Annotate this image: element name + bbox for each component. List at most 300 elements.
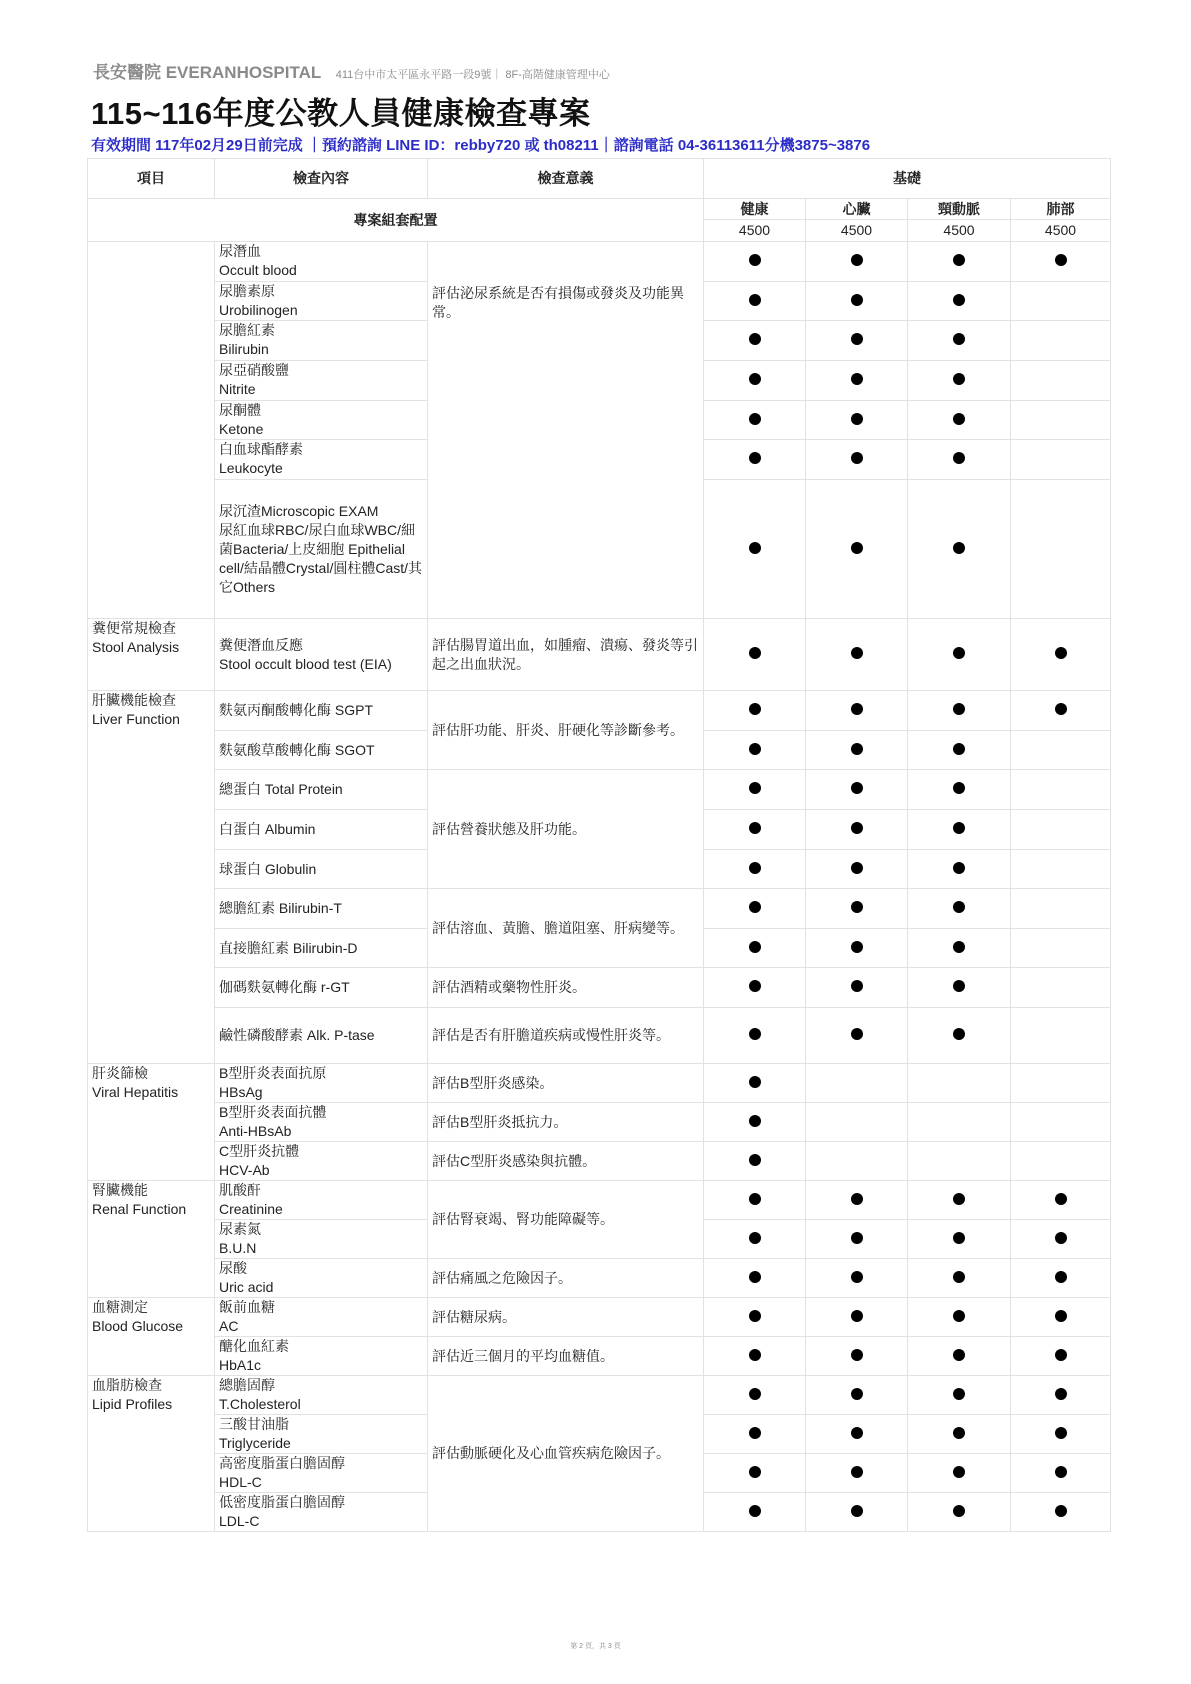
package-inclusion-cell bbox=[908, 1142, 1011, 1181]
test-cell bbox=[215, 1008, 428, 1064]
test-name-en: Bilirubin bbox=[219, 341, 269, 357]
test-name-zh: 尿潛血 bbox=[219, 243, 261, 259]
package-inclusion-cell bbox=[908, 1415, 1011, 1454]
meaning-text: 評估糖尿病。 bbox=[432, 1308, 516, 1325]
package-inclusion-cell bbox=[806, 1376, 908, 1415]
included-dot-icon bbox=[749, 1115, 761, 1127]
package-inclusion-cell bbox=[1011, 1142, 1111, 1181]
package-inclusion-cell bbox=[908, 1337, 1011, 1376]
included-dot-icon bbox=[749, 782, 761, 794]
meaning-text: 評估是否有肝膽道疾病或慢性肝炎等。 bbox=[432, 1027, 670, 1043]
included-dot-icon bbox=[851, 254, 863, 266]
included-dot-icon bbox=[749, 862, 761, 874]
package-inclusion-cell bbox=[806, 770, 908, 810]
package-inclusion-cell bbox=[704, 1220, 806, 1259]
package-inclusion-cell bbox=[1011, 619, 1111, 691]
table-row bbox=[88, 1008, 1111, 1064]
meaning-text: 評估肝功能、肝炎、肝硬化等診斷參考。 bbox=[432, 721, 684, 738]
package-inclusion-cell bbox=[806, 1493, 908, 1532]
package-price: 4500 bbox=[704, 220, 806, 242]
package-inclusion-cell bbox=[806, 1259, 908, 1298]
included-dot-icon bbox=[1055, 1271, 1067, 1283]
test-name-zh: 糞便潛血反應 bbox=[219, 636, 303, 653]
included-dot-icon bbox=[851, 1310, 863, 1322]
included-dot-icon bbox=[851, 743, 863, 755]
test-name-zh: 醣化血紅素 bbox=[219, 1338, 289, 1354]
package-price: 4500 bbox=[908, 220, 1011, 242]
test-name-en: Creatinine bbox=[219, 1201, 283, 1217]
package-inclusion-cell bbox=[704, 1454, 806, 1493]
package-inclusion-cell bbox=[1011, 731, 1111, 770]
table-row bbox=[88, 1103, 1111, 1142]
included-dot-icon bbox=[749, 373, 761, 385]
test-name-en: Nitrite bbox=[219, 381, 256, 397]
category-zh: 糞便常規檢查 bbox=[92, 620, 176, 636]
package-inclusion-cell bbox=[1011, 770, 1111, 810]
package-inclusion-cell bbox=[806, 1064, 908, 1103]
meaning-text: 評估溶血、黃膽、膽道阻塞、肝病變等。 bbox=[432, 919, 684, 936]
meaning-cell bbox=[428, 1259, 704, 1298]
table-row bbox=[88, 1181, 1111, 1220]
test-name: 總蛋白 Total Protein bbox=[219, 781, 343, 797]
included-dot-icon bbox=[953, 743, 965, 755]
category-zh: 肝炎篩檢 bbox=[92, 1065, 148, 1081]
test-name-zh: 尿膽紅素 bbox=[219, 322, 275, 338]
test-cell bbox=[215, 968, 428, 1008]
table-row bbox=[88, 1259, 1111, 1298]
meaning-text: 評估C型肝炎感染與抗體。 bbox=[432, 1152, 597, 1169]
category-cell bbox=[88, 1298, 215, 1376]
package-inclusion-cell bbox=[1011, 1259, 1111, 1298]
test-cell bbox=[215, 361, 428, 401]
package-inclusion-cell bbox=[908, 1298, 1011, 1337]
test-name-zh: B型肝炎表面抗體 bbox=[219, 1104, 327, 1120]
category-en: Viral Hepatitis bbox=[92, 1084, 179, 1100]
meaning-text: 評估B型肝炎抵抗力。 bbox=[432, 1113, 568, 1130]
package-inclusion-cell bbox=[704, 619, 806, 691]
package-inclusion-cell bbox=[1011, 401, 1111, 440]
included-dot-icon bbox=[749, 1310, 761, 1322]
package-inclusion-cell bbox=[908, 282, 1011, 321]
hospital-address: 411台中市太平區永平路一段9號｜ 8F-高階健康管理中心 bbox=[335, 69, 610, 81]
header-meaning: 檢查意義 bbox=[428, 159, 704, 199]
package-inclusion-cell bbox=[806, 1142, 908, 1181]
test-name-en: Triglyceride bbox=[219, 1435, 291, 1451]
test-name-en: AC bbox=[219, 1318, 239, 1334]
test-name-en: Leukocyte bbox=[219, 460, 283, 476]
package-inclusion-cell bbox=[704, 1298, 806, 1337]
package-inclusion-cell bbox=[704, 810, 806, 850]
test-name-en: HbA1c bbox=[219, 1357, 262, 1373]
category-zh: 腎臟機能 bbox=[92, 1182, 148, 1198]
included-dot-icon bbox=[953, 294, 965, 306]
included-dot-icon bbox=[749, 980, 761, 992]
package-inclusion-cell bbox=[1011, 810, 1111, 850]
meaning-cell bbox=[428, 1064, 704, 1103]
package-inclusion-cell bbox=[1011, 850, 1111, 889]
package-inclusion-cell bbox=[704, 1337, 806, 1376]
test-name-zh: 肌酸酐 bbox=[219, 1182, 261, 1198]
test-cell bbox=[215, 619, 428, 691]
package-inclusion-cell bbox=[806, 321, 908, 361]
test-cell bbox=[215, 1064, 428, 1103]
test-cell bbox=[215, 1493, 428, 1532]
meaning-text: 評估痛風之危險因子。 bbox=[432, 1269, 572, 1286]
package-inclusion-cell bbox=[1011, 361, 1111, 401]
test-cell bbox=[215, 480, 428, 619]
table-row bbox=[88, 1142, 1111, 1181]
test-cell bbox=[215, 1220, 428, 1259]
package-inclusion-cell bbox=[704, 1415, 806, 1454]
checkup-table bbox=[87, 158, 1111, 1532]
test-name-en: HCV-Ab bbox=[219, 1162, 270, 1178]
category-cell bbox=[88, 691, 215, 1064]
package-inclusion-cell bbox=[704, 968, 806, 1008]
test-name: 伽碼麩氨轉化酶 r-GT bbox=[219, 979, 350, 995]
included-dot-icon bbox=[953, 1310, 965, 1322]
header-basic-group: 基礎 bbox=[704, 159, 1111, 199]
test-cell bbox=[215, 1142, 428, 1181]
included-dot-icon bbox=[749, 1193, 761, 1205]
test-cell bbox=[215, 889, 428, 929]
package-inclusion-cell bbox=[806, 480, 908, 619]
package-inclusion-cell bbox=[704, 321, 806, 361]
test-name: 鹼性磷酸酵素 Alk. P-tase bbox=[219, 1027, 375, 1043]
test-cell bbox=[215, 1376, 428, 1415]
test-name: 麩氨酸草酸轉化酶 SGOT bbox=[219, 741, 375, 758]
included-dot-icon bbox=[749, 452, 761, 464]
test-cell bbox=[215, 440, 428, 480]
package-name: 健康 bbox=[704, 199, 806, 220]
included-dot-icon bbox=[749, 1349, 761, 1361]
test-cell bbox=[215, 770, 428, 810]
included-dot-icon bbox=[953, 1271, 965, 1283]
package-inclusion-cell bbox=[806, 929, 908, 968]
test-name-en: Anti-HBsAb bbox=[219, 1123, 292, 1139]
included-dot-icon bbox=[749, 1028, 761, 1040]
package-inclusion-cell bbox=[908, 850, 1011, 889]
included-dot-icon bbox=[749, 333, 761, 345]
included-dot-icon bbox=[1055, 1193, 1067, 1205]
category-cell bbox=[88, 242, 215, 619]
meaning-cell bbox=[428, 1298, 704, 1337]
test-cell bbox=[215, 1259, 428, 1298]
package-inclusion-cell bbox=[806, 1220, 908, 1259]
included-dot-icon bbox=[851, 980, 863, 992]
included-dot-icon bbox=[953, 1505, 965, 1517]
test-name-en: HBsAg bbox=[219, 1084, 263, 1100]
included-dot-icon bbox=[953, 862, 965, 874]
included-dot-icon bbox=[953, 703, 965, 715]
package-inclusion-cell bbox=[908, 1220, 1011, 1259]
package-inclusion-cell bbox=[908, 480, 1011, 619]
package-inclusion-cell bbox=[1011, 242, 1111, 282]
category-cell bbox=[88, 1064, 215, 1181]
test-name-zh: 高密度脂蛋白膽固醇 bbox=[219, 1455, 345, 1471]
test-name-en: T.Cholesterol bbox=[219, 1396, 301, 1412]
package-inclusion-cell bbox=[704, 242, 806, 282]
test-name-zh: 尿膽素原 bbox=[219, 283, 275, 299]
included-dot-icon bbox=[1055, 647, 1067, 659]
meaning-cell bbox=[428, 968, 704, 1008]
test-name-en: B.U.N bbox=[219, 1240, 257, 1256]
package-inclusion-cell bbox=[1011, 1415, 1111, 1454]
package-inclusion-cell bbox=[908, 1259, 1011, 1298]
package-inclusion-cell bbox=[704, 731, 806, 770]
included-dot-icon bbox=[749, 743, 761, 755]
included-dot-icon bbox=[1055, 703, 1067, 715]
package-name: 頸動脈 bbox=[908, 199, 1011, 220]
package-inclusion-cell bbox=[908, 242, 1011, 282]
test-name-zh: 尿酮體 bbox=[219, 402, 261, 418]
package-inclusion-cell bbox=[704, 770, 806, 810]
included-dot-icon bbox=[851, 542, 863, 554]
meaning-cell bbox=[428, 1376, 704, 1532]
test-cell bbox=[215, 1415, 428, 1454]
package-inclusion-cell bbox=[1011, 968, 1111, 1008]
package-inclusion-cell bbox=[806, 1415, 908, 1454]
header-content: 檢查內容 bbox=[215, 159, 428, 199]
test-name-zh: 尿沉渣Microscopic EXAM bbox=[219, 502, 379, 519]
package-inclusion-cell bbox=[908, 929, 1011, 968]
category-cell bbox=[88, 1376, 215, 1532]
test-name-en: 尿紅血球RBC/尿白血球WBC/細菌Bacteria/上皮細胞 Epithelial cell/結晶體Crystal/圓柱體Cast/其它Others bbox=[219, 521, 423, 595]
test-name-en: Uric acid bbox=[219, 1279, 274, 1295]
test-name-en: Occult blood bbox=[219, 262, 297, 278]
test-name-zh: 低密度脂蛋白膽固醇 bbox=[219, 1494, 345, 1510]
test-name-en: HDL-C bbox=[219, 1474, 262, 1490]
category-zh: 血脂肪檢查 bbox=[92, 1377, 162, 1393]
package-inclusion-cell bbox=[1011, 440, 1111, 480]
page-number: 第 2 頁，共 3 頁 bbox=[570, 1643, 621, 1650]
package-inclusion-cell bbox=[1011, 929, 1111, 968]
package-inclusion-cell bbox=[908, 1008, 1011, 1064]
meaning-text: 評估近三個月的平均血糖值。 bbox=[432, 1347, 614, 1364]
package-inclusion-cell bbox=[806, 1103, 908, 1142]
test-name: 白蛋白 Albumin bbox=[219, 821, 316, 837]
package-inclusion-cell bbox=[1011, 889, 1111, 929]
test-name-zh: 白血球酯酵素 bbox=[219, 441, 303, 457]
included-dot-icon bbox=[1055, 1310, 1067, 1322]
package-inclusion-cell bbox=[1011, 1376, 1111, 1415]
test-cell bbox=[215, 1103, 428, 1142]
test-name-en: Stool occult blood test (EIA) bbox=[219, 655, 392, 672]
included-dot-icon bbox=[851, 373, 863, 385]
package-inclusion-cell bbox=[806, 361, 908, 401]
included-dot-icon bbox=[1055, 1466, 1067, 1478]
package-inclusion-cell bbox=[908, 401, 1011, 440]
included-dot-icon bbox=[851, 822, 863, 834]
package-inclusion-cell bbox=[806, 1454, 908, 1493]
header-package-config: 專案組套配置 bbox=[88, 199, 704, 242]
included-dot-icon bbox=[851, 1271, 863, 1283]
included-dot-icon bbox=[953, 1193, 965, 1205]
package-price: 4500 bbox=[1011, 220, 1111, 242]
package-inclusion-cell bbox=[908, 810, 1011, 850]
test-cell bbox=[215, 1454, 428, 1493]
test-name-zh: 尿素氮 bbox=[219, 1221, 261, 1237]
meaning-text: 評估酒精或藥物性肝炎。 bbox=[432, 979, 586, 995]
package-inclusion-cell bbox=[1011, 1220, 1111, 1259]
meaning-text: 評估腎衰竭、腎功能障礙等。 bbox=[432, 1211, 614, 1227]
included-dot-icon bbox=[749, 1466, 761, 1478]
included-dot-icon bbox=[1055, 1505, 1067, 1517]
package-inclusion-cell bbox=[908, 361, 1011, 401]
package-inclusion-cell bbox=[908, 1493, 1011, 1532]
category-en: Lipid Profiles bbox=[92, 1396, 173, 1412]
included-dot-icon bbox=[953, 901, 965, 913]
test-cell bbox=[215, 1337, 428, 1376]
meaning-cell bbox=[428, 1103, 704, 1142]
meaning-text: 評估B型肝炎感染。 bbox=[432, 1074, 554, 1091]
category-en: Stool Analysis bbox=[92, 639, 180, 655]
hospital-name: 長安醫院 EVERANHOSPITAL bbox=[93, 63, 322, 82]
table-row bbox=[88, 242, 1111, 282]
test-cell bbox=[215, 321, 428, 361]
meaning-cell bbox=[428, 242, 704, 619]
included-dot-icon bbox=[851, 452, 863, 464]
included-dot-icon bbox=[953, 373, 965, 385]
included-dot-icon bbox=[851, 703, 863, 715]
included-dot-icon bbox=[1055, 1388, 1067, 1400]
included-dot-icon bbox=[851, 782, 863, 794]
included-dot-icon bbox=[953, 1466, 965, 1478]
included-dot-icon bbox=[749, 1232, 761, 1244]
meaning-text: 評估動脈硬化及心血管疾病危險因子。 bbox=[432, 1445, 670, 1461]
included-dot-icon bbox=[851, 1466, 863, 1478]
test-cell bbox=[215, 850, 428, 889]
package-inclusion-cell bbox=[908, 619, 1011, 691]
package-inclusion-cell bbox=[1011, 1103, 1111, 1142]
package-inclusion-cell bbox=[704, 1376, 806, 1415]
included-dot-icon bbox=[953, 333, 965, 345]
included-dot-icon bbox=[851, 901, 863, 913]
test-name-zh: C型肝炎抗體 bbox=[219, 1143, 300, 1159]
test-name-zh: 尿亞硝酸鹽 bbox=[219, 362, 289, 378]
included-dot-icon bbox=[953, 1028, 965, 1040]
meaning-text: 評估腸胃道出血，如腫瘤、潰瘍、發炎等引起之出血狀況。 bbox=[432, 636, 698, 672]
included-dot-icon bbox=[953, 542, 965, 554]
included-dot-icon bbox=[749, 941, 761, 953]
test-name-zh: 三酸甘油脂 bbox=[219, 1416, 289, 1432]
included-dot-icon bbox=[953, 254, 965, 266]
package-inclusion-cell bbox=[806, 282, 908, 321]
package-inclusion-cell bbox=[908, 1376, 1011, 1415]
test-name-en: LDL-C bbox=[219, 1513, 260, 1529]
package-inclusion-cell bbox=[704, 929, 806, 968]
package-inclusion-cell bbox=[704, 1142, 806, 1181]
table-row bbox=[88, 889, 1111, 929]
included-dot-icon bbox=[1055, 1427, 1067, 1439]
included-dot-icon bbox=[953, 1427, 965, 1439]
package-inclusion-cell bbox=[806, 1008, 908, 1064]
package-inclusion-cell bbox=[704, 361, 806, 401]
category-cell bbox=[88, 619, 215, 691]
package-inclusion-cell bbox=[704, 1103, 806, 1142]
category-zh: 肝臟機能檢查 bbox=[92, 692, 176, 708]
package-inclusion-cell bbox=[908, 1181, 1011, 1220]
package-inclusion-cell bbox=[806, 1337, 908, 1376]
page-title: 115~116年度公教人員健康檢查專案 bbox=[91, 96, 591, 131]
included-dot-icon bbox=[851, 1427, 863, 1439]
package-inclusion-cell bbox=[806, 850, 908, 889]
table-row bbox=[88, 770, 1111, 810]
test-name: 球蛋白 Globulin bbox=[219, 860, 317, 877]
included-dot-icon bbox=[749, 1271, 761, 1283]
package-inclusion-cell bbox=[704, 1181, 806, 1220]
category-en: Blood Glucose bbox=[92, 1318, 184, 1334]
category-zh: 血糖測定 bbox=[92, 1299, 148, 1315]
test-cell bbox=[215, 810, 428, 850]
package-inclusion-cell bbox=[908, 691, 1011, 731]
package-name: 肺部 bbox=[1011, 199, 1111, 220]
package-inclusion-cell bbox=[806, 1298, 908, 1337]
package-inclusion-cell bbox=[704, 691, 806, 731]
package-inclusion-cell bbox=[704, 282, 806, 321]
package-inclusion-cell bbox=[908, 889, 1011, 929]
included-dot-icon bbox=[749, 1505, 761, 1517]
package-inclusion-cell bbox=[1011, 1008, 1111, 1064]
package-inclusion-cell bbox=[806, 619, 908, 691]
package-inclusion-cell bbox=[806, 440, 908, 480]
test-name-en: Ketone bbox=[219, 421, 264, 437]
included-dot-icon bbox=[749, 822, 761, 834]
category-en: Liver Function bbox=[92, 711, 180, 727]
test-cell bbox=[215, 401, 428, 440]
included-dot-icon bbox=[851, 413, 863, 425]
package-name: 心臟 bbox=[806, 199, 908, 220]
test-name-zh: 尿酸 bbox=[219, 1260, 247, 1276]
included-dot-icon bbox=[851, 1349, 863, 1361]
included-dot-icon bbox=[953, 941, 965, 953]
included-dot-icon bbox=[851, 647, 863, 659]
included-dot-icon bbox=[953, 1349, 965, 1361]
package-inclusion-cell bbox=[908, 1064, 1011, 1103]
included-dot-icon bbox=[953, 647, 965, 659]
meaning-text: 評估泌尿系統是否有損傷或發炎及功能異常。 bbox=[432, 285, 684, 320]
table-row bbox=[88, 1298, 1111, 1337]
header-item: 項目 bbox=[88, 159, 215, 199]
package-inclusion-cell bbox=[908, 770, 1011, 810]
package-inclusion-cell bbox=[704, 1259, 806, 1298]
included-dot-icon bbox=[749, 413, 761, 425]
included-dot-icon bbox=[749, 1427, 761, 1439]
test-cell bbox=[215, 1181, 428, 1220]
package-inclusion-cell bbox=[908, 1103, 1011, 1142]
package-inclusion-cell bbox=[1011, 1337, 1111, 1376]
included-dot-icon bbox=[749, 901, 761, 913]
package-price: 4500 bbox=[806, 220, 908, 242]
included-dot-icon bbox=[953, 1232, 965, 1244]
hospital-header bbox=[93, 58, 610, 83]
test-name-zh: B型肝炎表面抗原 bbox=[219, 1065, 327, 1081]
included-dot-icon bbox=[851, 1388, 863, 1400]
category-en: Renal Function bbox=[92, 1201, 187, 1217]
package-inclusion-cell bbox=[908, 321, 1011, 361]
test-name-zh: 飯前血糖 bbox=[219, 1299, 275, 1315]
meaning-cell bbox=[428, 889, 704, 968]
included-dot-icon bbox=[851, 1232, 863, 1244]
package-inclusion-cell bbox=[806, 1181, 908, 1220]
package-inclusion-cell bbox=[704, 401, 806, 440]
package-inclusion-cell bbox=[1011, 1181, 1111, 1220]
package-inclusion-cell bbox=[1011, 321, 1111, 361]
meaning-cell bbox=[428, 1337, 704, 1376]
included-dot-icon bbox=[851, 862, 863, 874]
included-dot-icon bbox=[749, 542, 761, 554]
included-dot-icon bbox=[953, 413, 965, 425]
package-inclusion-cell bbox=[1011, 282, 1111, 321]
